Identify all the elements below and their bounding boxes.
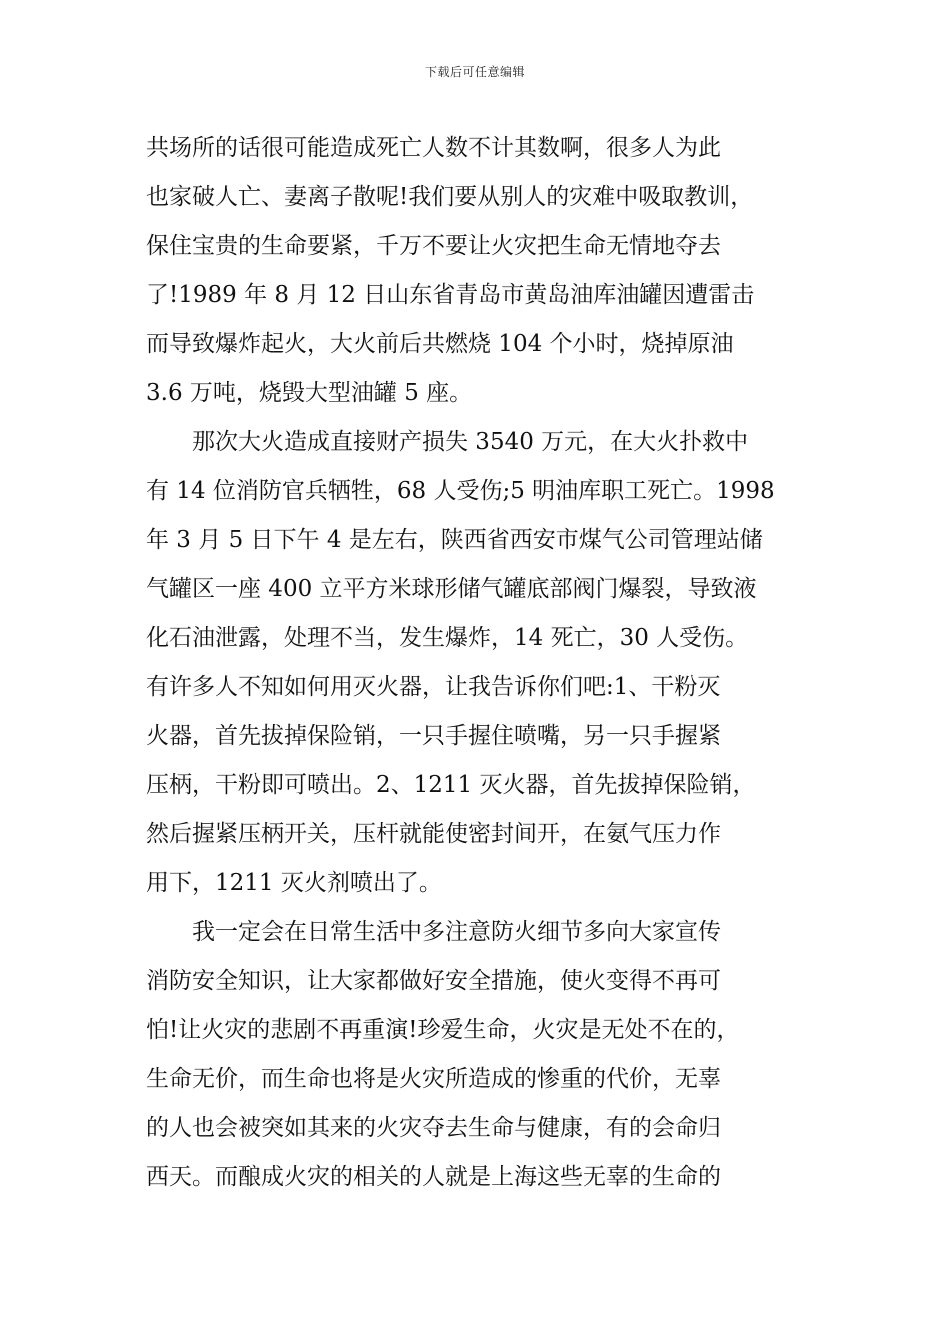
text-line: 气罐区一座 400 立平方米球形储气罐底部阀门爆裂，导致液 xyxy=(146,576,757,602)
text-line: 有 14 位消防官兵牺牲，68 人受伤;5 明油库职工死亡。1998 xyxy=(146,478,775,504)
text-line: 火器，首先拔掉保险销，一只手握住喷嘴，另一只手握紧 xyxy=(146,723,721,749)
text-line: 生命无价，而生命也将是火灾所造成的惨重的代价，无辜 xyxy=(146,1066,721,1092)
text-line: 有许多人不知如何用灭火器，让我告诉你们吧:1、干粉灭 xyxy=(146,674,721,700)
text-line: 消防安全知识，让大家都做好安全措施，使火变得不再可 xyxy=(146,968,721,994)
text-line: 我一定会在日常生活中多注意防火细节多向大家宣传 xyxy=(146,919,721,945)
text-line: 也家破人亡、妻离子散呢!我们要从别人的灾难中吸取教训， xyxy=(146,184,754,210)
text-line: 共场所的话很可能造成死亡人数不计其数啊，很多人为此 xyxy=(146,135,721,161)
page-header: 下载后可任意编辑 xyxy=(424,65,525,79)
text-line: 3.6 万吨，烧毁大型油罐 5 座。 xyxy=(146,380,473,406)
document-body xyxy=(146,124,806,1202)
text-line: 的人也会被突如其来的火灾夺去生命与健康，有的会命归 xyxy=(146,1115,721,1141)
text-line: 压柄，干粉即可喷出。2、1211 灭火器，首先拔掉保险销， xyxy=(146,772,756,798)
text-line: 而导致爆炸起火，大火前后共燃烧 104 个小时，烧掉原油 xyxy=(146,331,734,357)
text-line: 用下，1211 灭火剂喷出了。 xyxy=(146,870,442,896)
text-line: 西天。而酿成火灾的相关的人就是上海这些无辜的生命的 xyxy=(146,1164,721,1190)
text-line: 化石油泄露，处理不当，发生爆炸，14 死亡，30 人受伤。 xyxy=(146,625,749,651)
text-line: 了!1989 年 8 月 12 日山东省青岛市黄岛油库油罐因遭雷击 xyxy=(146,282,755,308)
text-line: 怕!让火灾的悲剧不再重演!珍爱生命，火灾是无处不在的， xyxy=(146,1017,740,1043)
text-line: 保住宝贵的生命要紧，千万不要让火灾把生命无情地夺去 xyxy=(146,233,721,259)
text-line: 然后握紧压柄开关，压杆就能使密封间开，在氨气压力作 xyxy=(146,821,721,847)
text-line: 年 3 月 5 日下午 4 是左右，陕西省西安市煤气公司管理站储 xyxy=(146,527,763,553)
text-line: 那次大火造成直接财产损失 3540 万元，在大火扑救中 xyxy=(146,429,749,455)
